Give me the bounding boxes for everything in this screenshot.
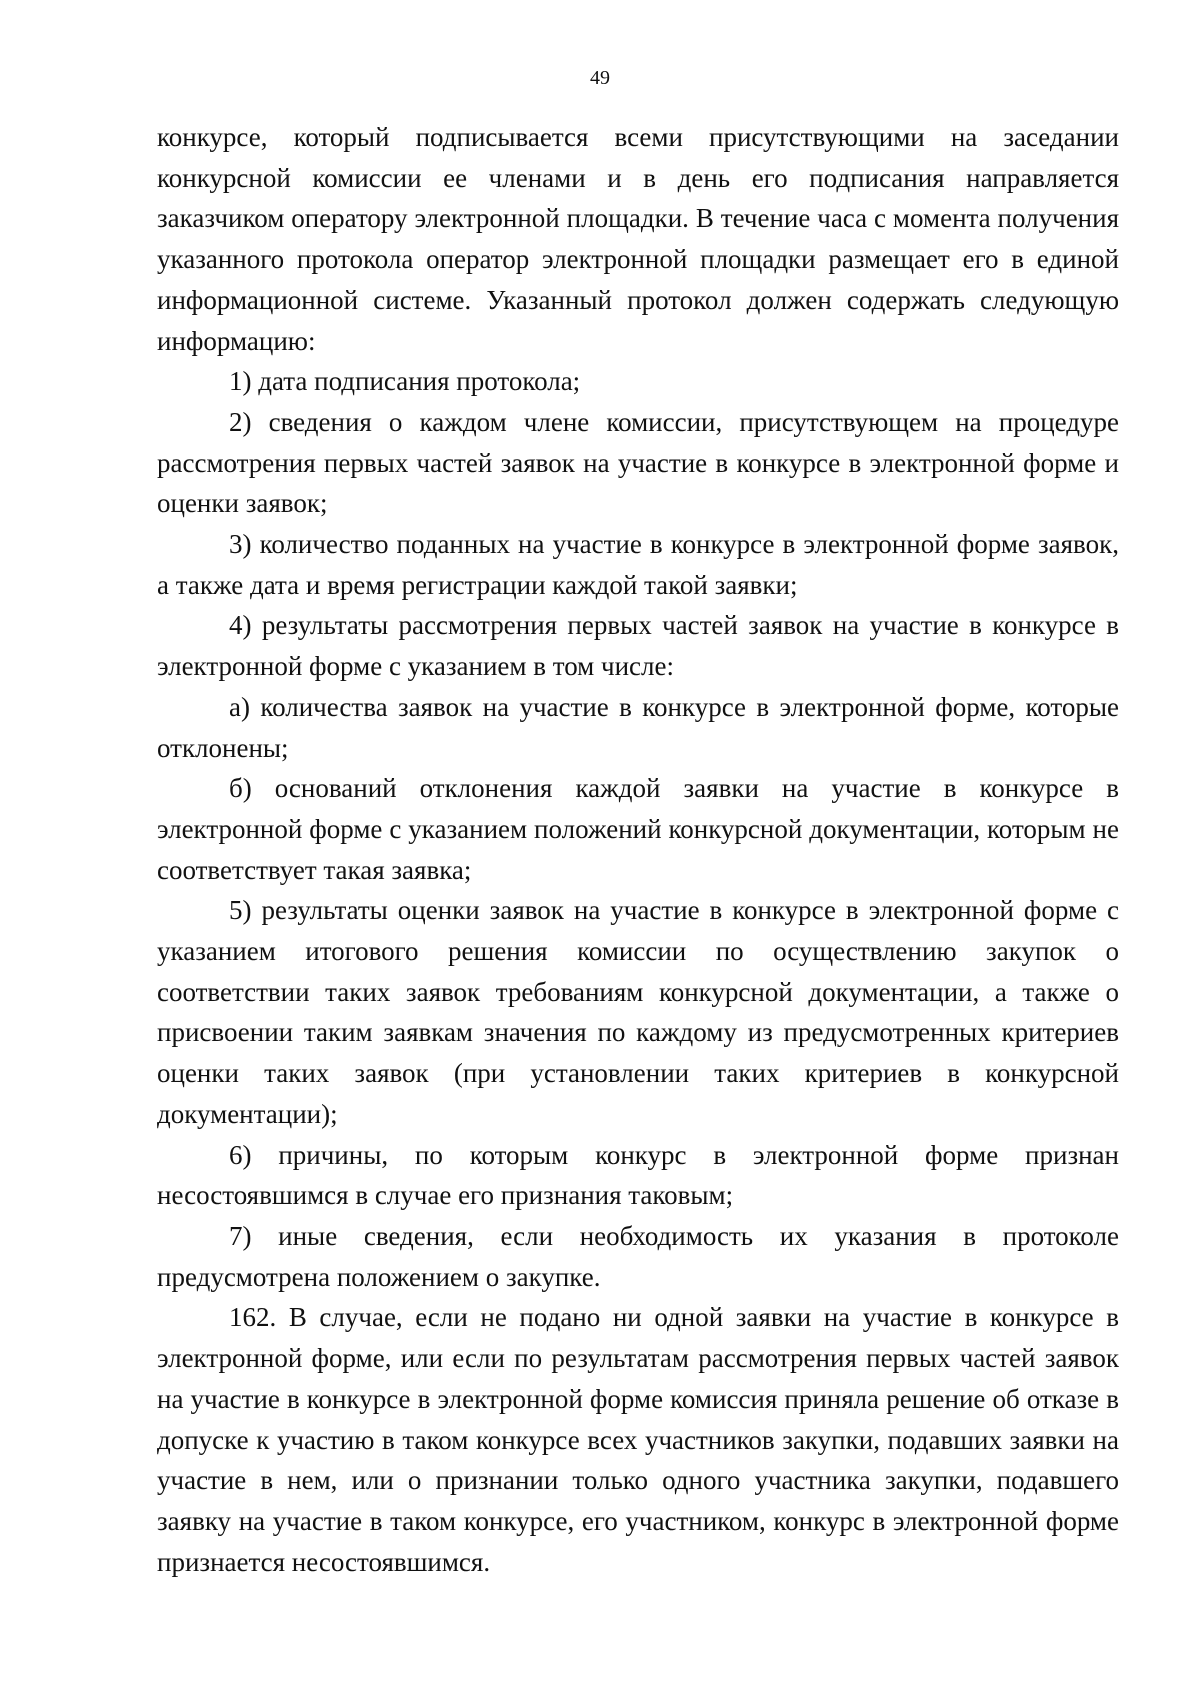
paragraph-item-2: 2) сведения о каждом члене комиссии, присутствующем на процедуре рассмотрения первых частей заявок на участие в конкурсе в электронной форме и оценки заявок; [157,406,1119,519]
paragraph-item-4b: б) оснований отклонения каждой заявки на участие в конкурсе в электронной форме с указанием положений конкурсной документации, которым не соответствует такая заявка; [157,773,1119,885]
paragraph-item-4a: а) количества заявок на участие в конкурсе в электронной форме, которые отклонены; [157,691,1119,763]
paragraph-item-1: 1) дата подписания протокола; [229,366,581,397]
paragraph-item-7: 7) иные сведения, если необходимость их указания в протоколе предусмотрена положением о закупке. [157,1220,1119,1292]
paragraph-item-5: 5) результаты оценки заявок на участие в конкурсе в электронной форме с указанием итогового решения комиссии по осуществлению закупок о соответствии таких заявок требованиям конкурсной документации, а также о присвоении таким заявкам значения по каждому из предусмотренных критериев оценки таких заявок (при установлении таких критериев в конкурсной документации); [157,895,1119,1129]
paragraph-item-6: 6) причины, по которым конкурс в электронной форме признан несостоявшимся в случае его признания таковым; [157,1139,1119,1211]
paragraph-162: 162. В случае, если не подано ни одной заявки на участие в конкурсе в электронной форме, или если по результатам рассмотрения первых частей заявок на участие в конкурсе в электронной форме комиссия приняла решение об отказе в допуске к участию в таком конкурсе всех участников закупки, подавших заявки на участие в нем, или о признании только одного участника закупки, подавшего заявку на участие в таком конкурсе, его участником, конкурс в электронной форме признается несостоявшимся. [157,1302,1119,1577]
paragraph-item-4: 4) результаты рассмотрения первых частей заявок на участие в конкурсе в электронной форме с указанием в том числе: [157,610,1119,682]
document-body [157,117,1119,1582]
paragraph-item-3: 3) количество поданных на участие в конкурсе в электронной форме заявок, а также дата и время регистрации каждой такой заявки; [157,529,1119,600]
page-number: 49 [590,67,610,89]
paragraph-continuation: конкурсе, который подписывается всеми присутствующими на заседании конкурсной комиссии ее членами и в день его подписания направляется заказчиком оператору электронной площадки. В течение часа с момента получения указанного протокола оператор электронной площадки размещает его в единой информационной системе. Указанный протокол должен содержать следующую информацию: [157,122,1119,356]
